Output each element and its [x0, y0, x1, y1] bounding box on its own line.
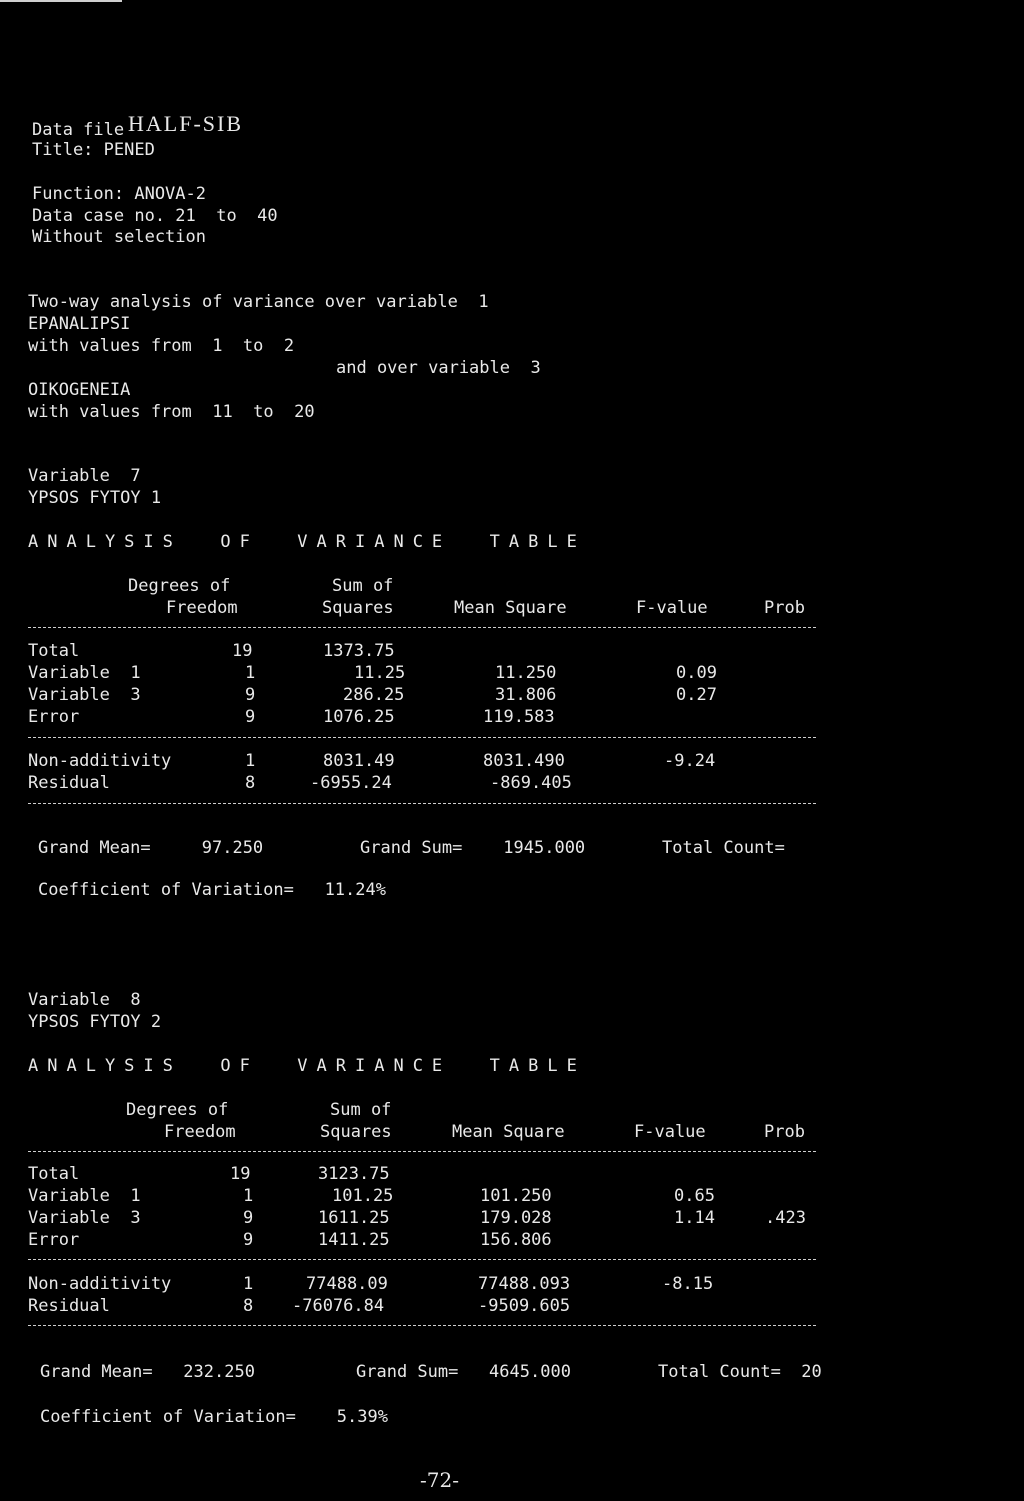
col-freedom-2: Freedom: [164, 1122, 236, 1142]
col-prob-2: Prob: [764, 1122, 805, 1142]
col-mean-2: Mean Square: [452, 1122, 565, 1142]
row-f: 1.14: [674, 1208, 715, 1228]
row-ms: 101.250: [480, 1186, 552, 1206]
row-label: Variable 3: [28, 685, 141, 705]
variable3-range: with values from 11 to 20: [28, 402, 315, 422]
section1-name: YPSOS FYTOY 1: [28, 488, 162, 508]
total-count: Total Count= 20: [658, 1362, 822, 1382]
row-ms: 179.028: [480, 1208, 552, 1228]
row-ss: -6955.24: [310, 773, 392, 793]
data-file-name: HALF-SIB: [128, 111, 244, 136]
grand-mean: Grand Mean= 97.250: [38, 838, 264, 858]
row-f: 0.27: [676, 685, 717, 705]
coefficient-of-variation: Coefficient of Variation= 5.39%: [40, 1407, 388, 1427]
col-mean-1: Mean Square: [454, 598, 567, 618]
data-file-label: Data file: [32, 120, 125, 140]
row-df: 19: [230, 1164, 251, 1184]
row-df: 9: [245, 685, 256, 705]
row-ss: 1076.25: [323, 707, 395, 727]
col-prob-1: Prob: [764, 598, 805, 618]
analysis-line: Two-way analysis of variance over variable 1: [28, 292, 489, 312]
col-degrees-2: Degrees of: [126, 1100, 229, 1120]
total-count: Total Count=: [662, 838, 785, 858]
row-label: Residual: [28, 1296, 110, 1316]
row-label: Non-additivity: [28, 1274, 172, 1294]
row-ms: 31.806: [495, 685, 557, 705]
row-f: 0.09: [676, 663, 717, 683]
row-ms: -869.405: [490, 773, 572, 793]
section1-variable: Variable 7: [28, 466, 141, 486]
row-label: Total: [28, 641, 80, 661]
row-f: -8.15: [662, 1274, 714, 1294]
row-df: 9: [243, 1208, 254, 1228]
col-fvalue-2: F-value: [634, 1122, 706, 1142]
title-line: Title: PENED: [32, 140, 155, 160]
row-df: 9: [243, 1230, 254, 1250]
row-ms: 8031.490: [483, 751, 565, 771]
row-ms: 11.250: [495, 663, 557, 683]
col-degrees-1: Degrees of: [128, 576, 231, 596]
row-ss: 11.25: [354, 663, 406, 683]
row-ss: 286.25: [343, 685, 405, 705]
coefficient-of-variation: Coefficient of Variation= 11.24%: [38, 880, 386, 900]
row-df: 1: [245, 751, 256, 771]
row-f: -9.24: [664, 751, 716, 771]
variable3-name: OIKOGENEIA: [28, 380, 131, 400]
row-label: Variable 1: [28, 1186, 141, 1206]
row-df: 1: [243, 1274, 254, 1294]
rule: [28, 737, 816, 738]
row-label: Error: [28, 1230, 80, 1250]
row-ss: 3123.75: [318, 1164, 390, 1184]
function-line: Function: ANOVA-2: [32, 184, 206, 204]
top-rule: [0, 0, 122, 2]
row-ms: 119.583: [483, 707, 555, 727]
grand-sum: Grand Sum= 4645.000: [356, 1362, 571, 1382]
section2-table-heading: ANALYSIS OF VARIANCE TABLE: [28, 1056, 586, 1076]
row-ms: 156.806: [480, 1230, 552, 1250]
row-ss: 77488.09: [306, 1274, 388, 1294]
row-label: Variable 3: [28, 1208, 141, 1228]
row-label: Variable 1: [28, 663, 141, 683]
grand-sum: Grand Sum= 1945.000: [360, 838, 586, 858]
row-ms: 77488.093: [478, 1274, 571, 1294]
col-squares-1: Squares: [322, 598, 394, 618]
variable1-name: EPANALIPSI: [28, 314, 131, 334]
row-df: 19: [232, 641, 253, 661]
section1-table-heading: ANALYSIS OF VARIANCE TABLE: [28, 532, 586, 552]
row-df: 1: [245, 663, 256, 683]
variable1-range: with values from 1 to 2: [28, 336, 295, 356]
rule: [28, 803, 816, 804]
row-df: 8: [243, 1296, 254, 1316]
col-fvalue-1: F-value: [636, 598, 708, 618]
section2-name: YPSOS FYTOY 2: [28, 1012, 162, 1032]
row-f: 0.65: [674, 1186, 715, 1206]
col-squares-2: Squares: [320, 1122, 392, 1142]
row-ss: 1373.75: [323, 641, 395, 661]
row-ms: -9509.605: [478, 1296, 571, 1316]
row-label: Error: [28, 707, 80, 727]
row-ss: 8031.49: [323, 751, 395, 771]
rule: [28, 627, 816, 628]
row-label: Non-additivity: [28, 751, 172, 771]
row-ss: 101.25: [332, 1186, 394, 1206]
row-df: 1: [243, 1186, 254, 1206]
grand-mean: Grand Mean= 232.250: [40, 1362, 255, 1382]
row-ss: 1611.25: [318, 1208, 390, 1228]
row-ss: -76076.84: [292, 1296, 385, 1316]
selection-line: Without selection: [32, 227, 206, 247]
rule: [28, 1325, 816, 1326]
row-p: .423: [765, 1208, 806, 1228]
page-number: -72-: [420, 1468, 459, 1492]
row-df: 8: [245, 773, 256, 793]
row-ss: 1411.25: [318, 1230, 390, 1250]
over-variable-line: and over variable 3: [336, 358, 541, 378]
rule: [28, 1151, 816, 1152]
row-label: Residual: [28, 773, 110, 793]
row-df: 9: [245, 707, 256, 727]
row-label: Total: [28, 1164, 80, 1184]
section2-variable: Variable 8: [28, 990, 141, 1010]
case-range-line: Data case no. 21 to 40: [32, 206, 278, 226]
col-sum-2: Sum of: [330, 1100, 392, 1120]
rule: [28, 1259, 816, 1260]
col-sum-1: Sum of: [332, 576, 394, 596]
col-freedom-1: Freedom: [166, 598, 238, 618]
